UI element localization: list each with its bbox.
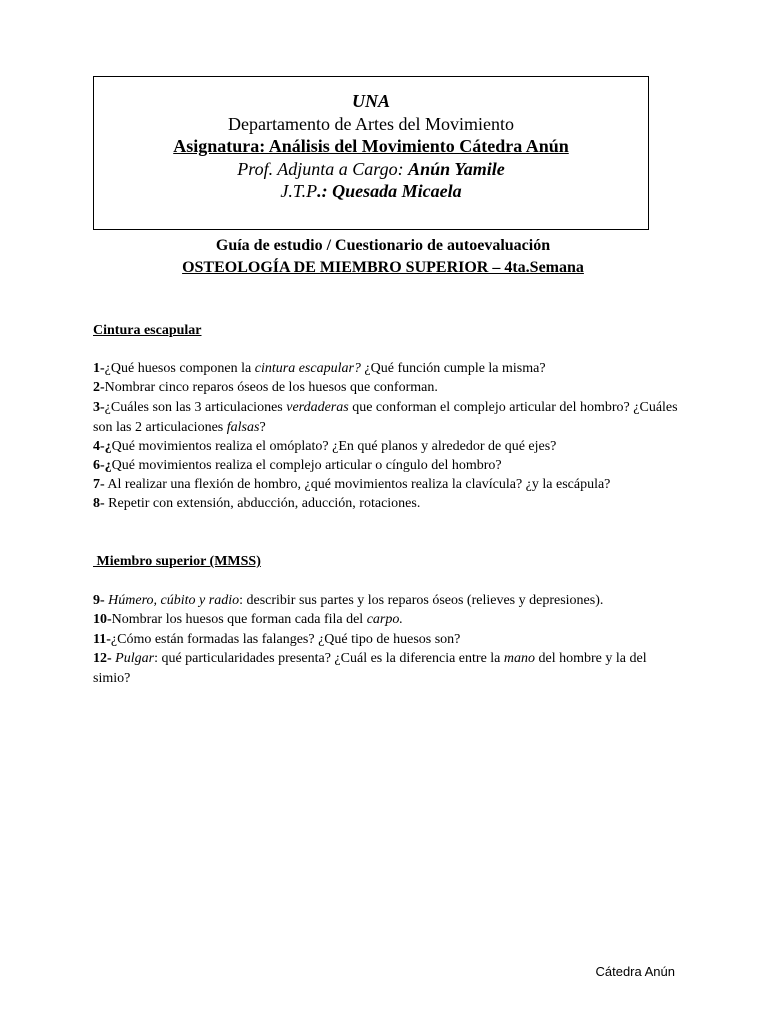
question-text: Nombrar cinco reparos óseos de los huesos que conforman.	[104, 380, 438, 395]
question-text: : describir sus partes y los reparos óseos (relieves y depresiones).	[239, 593, 604, 608]
guide-title: Guía de estudio / Cuestionario de autoevaluación	[215, 237, 551, 254]
department-name: Departamento de Artes del Movimiento	[228, 113, 514, 134]
subject-name: Asignatura: Análisis del Movimiento Cátedra Anún	[173, 136, 569, 156]
question-italic: Pulgar	[111, 651, 155, 666]
question-number: 6-¿	[93, 458, 112, 473]
question-number: 1-	[93, 361, 105, 376]
section-title-cintura: Cintura escapular	[93, 323, 202, 338]
question-number: 8-	[93, 496, 105, 511]
question-italic: mano	[503, 651, 536, 666]
professor-name: Anún Yamile	[408, 158, 505, 179]
question-8	[93, 494, 678, 514]
question-1	[93, 359, 678, 379]
question-number: 3-	[93, 400, 105, 415]
question-text: ¿Cómo están formadas las falanges? ¿Qué tipo de huesos son?	[110, 632, 461, 647]
question-text: Qué movimientos realiza el complejo articular o cíngulo del hombro?	[111, 458, 502, 473]
question-text: : qué particularidades presenta? ¿Cuál es la diferencia entre la	[154, 651, 504, 666]
question-text: Al realizar una flexión de hombro, ¿qué movimientos realiza la clavícula? ¿y la escápula?	[104, 477, 611, 492]
question-number: 7-	[93, 477, 105, 492]
question-2	[93, 378, 678, 398]
question-number: 2-	[93, 380, 105, 395]
question-3	[93, 398, 678, 437]
question-7	[93, 475, 678, 495]
question-text: del hombre y la del simio?	[93, 651, 647, 686]
guide-subtitle: OSTEOLOGÍA DE MIEMBRO SUPERIOR – 4ta.Semana	[182, 259, 584, 276]
question-text: Nombrar los huesos que forman cada fila del	[111, 612, 367, 627]
jtp-line	[94, 180, 648, 203]
question-text: Qué movimientos realiza el omóplato? ¿En qué planos y alrededor de qué ejes?	[111, 439, 557, 454]
question-text: Repetir con extensión, abducción, aducción, rotaciones.	[104, 496, 421, 511]
question-text: ?	[259, 419, 266, 435]
question-italic: verdaderas	[286, 400, 349, 415]
question-italic: Húmero, cúbito y radio	[104, 593, 240, 608]
header-box	[93, 76, 649, 230]
jtp-name: Quesada Micaela	[332, 181, 462, 201]
question-9	[93, 591, 678, 611]
section-title-miembro-superior: Miembro superior (MMSS)	[93, 554, 261, 569]
question-6	[93, 456, 678, 476]
question-italic: carpo.	[366, 612, 403, 627]
university-name: UNA	[351, 91, 390, 111]
question-italic: falsas	[226, 419, 260, 435]
professor-label: Prof. Adjunta a Cargo:	[237, 158, 409, 179]
question-number: 9-	[93, 593, 105, 608]
question-number: 10-	[93, 612, 112, 627]
question-text: ¿Qué función cumple la misma?	[360, 361, 546, 376]
question-number: 11-	[93, 632, 111, 647]
jtp-label: J.T.P	[280, 181, 318, 201]
question-11	[93, 630, 678, 650]
question-number: 4-¿	[93, 439, 112, 454]
question-text: ¿Qué huesos componen la	[104, 361, 255, 376]
question-text: ¿Cuáles son las 3 articulaciones	[104, 400, 287, 415]
jtp-colon: .:	[317, 181, 333, 201]
question-10	[93, 610, 678, 630]
question-number: 12-	[93, 651, 112, 666]
professor-line	[94, 158, 648, 181]
question-12	[93, 649, 678, 688]
question-4	[93, 437, 678, 457]
question-italic: cintura escapular?	[254, 361, 361, 376]
page-footer: Cátedra Anún	[595, 964, 675, 979]
question-text: que conforman el complejo articular del hombro? ¿Cuáles son las 2 articulaciones	[93, 400, 678, 435]
